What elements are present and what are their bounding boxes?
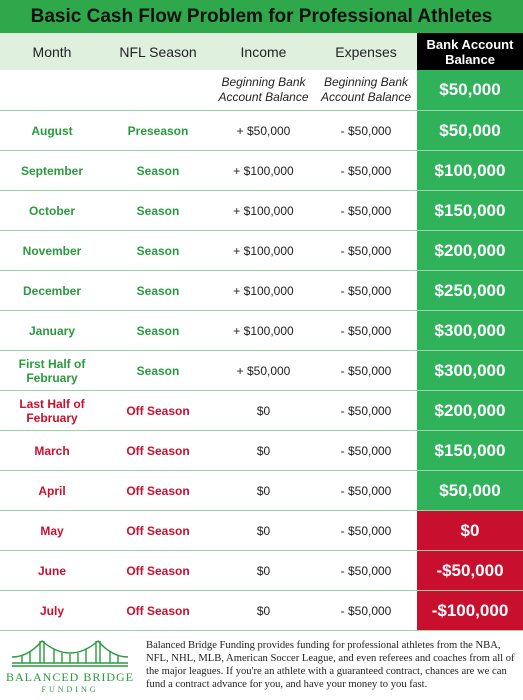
table-row	[0, 151, 523, 191]
row-month: August	[31, 123, 73, 138]
page-title: Basic Cash Flow Problem for Professional Athletes	[0, 0, 523, 33]
table-row	[0, 231, 523, 271]
row-income: $0	[256, 563, 271, 578]
beginning-season-empty	[104, 70, 212, 110]
row-income: + $50,000	[236, 363, 291, 378]
row-month: December	[22, 283, 82, 298]
row-season: Off Season	[126, 563, 190, 578]
table-row	[0, 311, 523, 351]
row-month: First Half of February	[18, 356, 86, 385]
row-income: $0	[256, 483, 271, 498]
row-expenses: - $50,000	[340, 163, 392, 178]
row-expenses: - $50,000	[340, 403, 392, 418]
logo	[0, 629, 140, 700]
row-season: Season	[136, 323, 180, 338]
row-month: May	[40, 523, 64, 538]
row-expenses: - $50,000	[340, 363, 392, 378]
row-income: + $100,000	[233, 243, 294, 258]
row-income: + $100,000	[233, 323, 294, 338]
table-row	[0, 391, 523, 431]
row-income: $0	[256, 603, 271, 618]
row-income: + $100,000	[233, 283, 294, 298]
row-season: Season	[136, 163, 180, 178]
table-row	[0, 511, 523, 551]
row-expenses: - $50,000	[340, 443, 392, 458]
row-balance: -$50,000	[417, 551, 523, 590]
row-balance: $200,000	[417, 391, 523, 430]
row-month: June	[37, 563, 66, 578]
header-income: Income	[240, 43, 287, 60]
header-month: Month	[32, 43, 72, 60]
row-balance: -$100,000	[417, 591, 523, 630]
table-row	[0, 551, 523, 591]
row-season: Off Season	[126, 403, 190, 418]
table-row	[0, 191, 523, 231]
row-expenses: - $50,000	[340, 283, 392, 298]
row-income: $0	[256, 403, 271, 418]
beginning-month-empty	[0, 70, 104, 110]
row-expenses: - $50,000	[340, 123, 392, 138]
row-season: Season	[136, 203, 180, 218]
row-month: April	[38, 483, 66, 498]
row-income: $0	[256, 523, 271, 538]
row-balance: $100,000	[417, 151, 523, 190]
beginning-balance-value: $50,000	[417, 70, 523, 110]
row-expenses: - $50,000	[340, 563, 392, 578]
row-season: Season	[136, 243, 180, 258]
row-month: July	[39, 603, 64, 618]
footer-description: Balanced Bridge Funding provides funding for professional athletes from the NBA, NFL, NHL, MLB, American Soccer League, and even referees and coaches from all of the major leagues. If you're an athlete with a guaranteed contract, chances are we can fund a contract advance for you, and have your money to you fast.	[146, 639, 515, 690]
row-season: Off Season	[126, 443, 190, 458]
row-month: October	[28, 203, 75, 218]
table-row	[0, 271, 523, 311]
header-season: NFL Season	[119, 43, 197, 60]
row-income: + $50,000	[236, 123, 291, 138]
table-row	[0, 351, 523, 391]
row-balance: $50,000	[417, 471, 523, 510]
row-season: Off Season	[126, 483, 190, 498]
row-month: Last Half of February	[19, 396, 85, 425]
row-expenses: - $50,000	[340, 523, 392, 538]
row-balance: $150,000	[417, 431, 523, 470]
row-season: Season	[136, 363, 180, 378]
beginning-expenses-label: Beginning Bank Account Balance	[320, 75, 412, 104]
table-row	[0, 591, 523, 631]
beginning-balance-row	[0, 70, 523, 111]
row-expenses: - $50,000	[340, 483, 392, 498]
row-expenses: - $50,000	[340, 323, 392, 338]
row-balance: $0	[417, 511, 523, 550]
row-month: September	[20, 163, 84, 178]
header-balance: Bank Account Balance	[417, 33, 523, 70]
row-expenses: - $50,000	[340, 203, 392, 218]
month-rows	[0, 111, 523, 631]
beginning-income-label: Beginning Bank Account Balance	[218, 75, 309, 104]
row-season: Off Season	[126, 523, 190, 538]
row-income: + $100,000	[233, 203, 294, 218]
row-season: Off Season	[126, 603, 190, 618]
row-balance: $250,000	[417, 271, 523, 310]
row-season: Preseason	[127, 123, 189, 138]
table-row	[0, 431, 523, 471]
footer	[0, 629, 523, 700]
bridge-icon	[10, 635, 130, 669]
header-expenses: Expenses	[335, 43, 397, 60]
row-income: + $100,000	[233, 163, 294, 178]
row-month: January	[28, 323, 76, 338]
table-header-row	[0, 33, 523, 70]
row-season: Season	[136, 283, 180, 298]
row-expenses: - $50,000	[340, 603, 392, 618]
row-balance: $150,000	[417, 191, 523, 230]
row-month: November	[22, 243, 82, 258]
logo-sub: FUNDING	[41, 685, 99, 694]
logo-name: BALANCED BRIDGE	[6, 670, 134, 684]
table-row	[0, 111, 523, 151]
row-balance: $300,000	[417, 351, 523, 390]
cash-flow-table	[0, 33, 523, 631]
table-row	[0, 471, 523, 511]
row-balance: $50,000	[417, 111, 523, 150]
row-balance: $300,000	[417, 311, 523, 350]
row-balance: $200,000	[417, 231, 523, 270]
row-month: March	[34, 443, 70, 458]
row-expenses: - $50,000	[340, 243, 392, 258]
row-income: $0	[256, 443, 271, 458]
